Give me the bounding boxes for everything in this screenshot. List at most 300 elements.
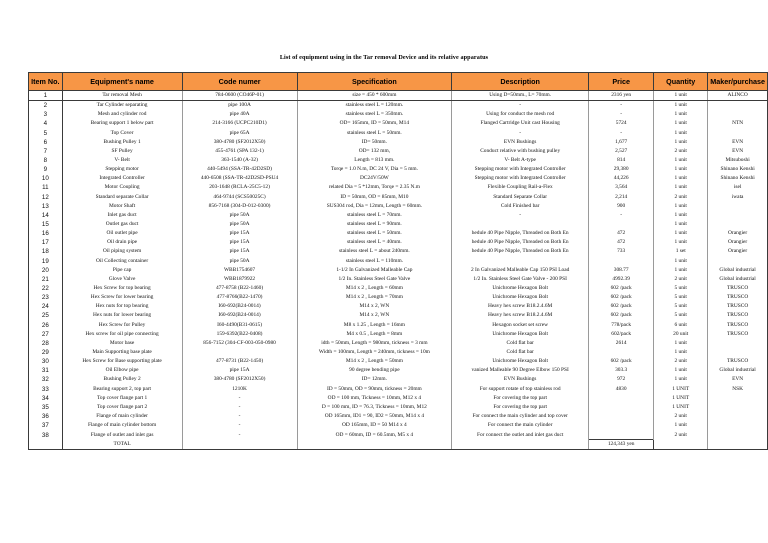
cell-equipment-name[interactable]: Glove Valve [62,275,182,284]
cell-item-no[interactable]: 26 [29,321,63,330]
cell-specification[interactable]: 90 degree bending pipe [297,366,452,375]
cell-equipment-name[interactable]: Mesh and cylinder rod [62,110,182,119]
cell-description[interactable]: Heavy hex screw B18.2.4.6M [452,302,589,311]
cell-equipment-name[interactable]: Flange of outlet and inlet gas [62,430,182,440]
cell-code-number[interactable]: pipe 15A [182,229,297,238]
cell-specification[interactable]: stainless steel L = 40mm. [297,238,452,247]
cell-item-no[interactable]: 32 [29,375,63,384]
cell-price[interactable]: 733 [589,247,654,256]
cell-item-no[interactable]: 15 [29,220,63,229]
cell-code-number[interactable]: pipe 65A [182,129,297,138]
cell-description[interactable]: Hexagon socket set screw [452,321,589,330]
cell-description[interactable]: Cold flat bar [452,339,589,348]
cell-specification[interactable]: ID = 50mm, OD = 85mm, M10 [297,193,452,202]
header-price[interactable]: Price [589,73,654,91]
cell-quantity[interactable]: 1 unit [654,101,708,111]
cell-maker[interactable]: TRUSCO [708,321,768,330]
total-price[interactable]: 124,343 yen [589,440,654,450]
cell-code-number[interactable]: 477-8758 (B22-1460) [182,284,297,293]
cell-maker[interactable] [708,339,768,348]
cell-item-no[interactable]: 36 [29,412,63,421]
cell-equipment-name[interactable]: Motor base [62,339,182,348]
cell-quantity[interactable]: 1 unit [654,375,708,384]
cell-specification[interactable]: stainless steel L = 50mm. [297,229,452,238]
cell-description[interactable]: For connect the outlet and inlet gas duct [452,430,589,440]
cell-quantity[interactable]: 5 unit [654,293,708,302]
cell-maker[interactable]: EVN [708,138,768,147]
cell-specification[interactable]: OD= 165mm, ID = 50mm, M14 [297,119,452,128]
cell-code-number[interactable]: - [182,412,297,421]
cell-price[interactable] [589,220,654,229]
cell-price[interactable]: 4992.39 [589,275,654,284]
cell-description[interactable]: vanized Malleable 90 Degree Elbow 150 PSI [452,366,589,375]
cell-equipment-name[interactable]: Flange of main cylinder [62,412,182,421]
cell-description[interactable]: Using D=50mm., L= 70mm. [452,91,589,101]
cell-code-number[interactable]: 477-8766(B22-1470) [182,293,297,302]
cell-description[interactable]: Unichrome Hexagon Bolt [452,357,589,366]
header-maker[interactable]: Maker/purchase [708,73,768,91]
cell-item-no[interactable]: 13 [29,202,63,211]
cell-item-no[interactable]: 38 [29,430,63,440]
cell-specification[interactable]: M14 x 2, WN [297,302,452,311]
cell-quantity[interactable]: 2 unit [654,193,708,202]
cell-code-number[interactable]: pipe 40A [182,110,297,119]
cell-code-number[interactable]: pipe 15A [182,366,297,375]
cell-equipment-name[interactable]: Bearing support 1 below part [62,119,182,128]
cell-price[interactable] [589,257,654,266]
cell-quantity[interactable]: 1 UNIT [654,403,708,412]
cell-item-no[interactable]: 30 [29,357,63,366]
cell-specification[interactable]: M14 x 2 , Length = 60mm [297,284,452,293]
cell-code-number[interactable]: 455-4761 (SPA 132-1) [182,147,297,156]
cell-item-no[interactable]: 14 [29,211,63,220]
cell-item-no[interactable]: 18 [29,247,63,256]
cell-price[interactable] [589,421,654,430]
cell-specification[interactable]: Length = 813 mm. [297,156,452,165]
cell-maker[interactable]: NTN [708,119,768,128]
cell-price[interactable]: 29,380 [589,165,654,174]
cell-quantity[interactable]: 1 unit [654,138,708,147]
cell-price[interactable]: 778/pack [589,321,654,330]
cell-description[interactable]: - [452,211,589,220]
cell-maker[interactable]: ALINCO [708,91,768,101]
cell-quantity[interactable]: 1 unit [654,156,708,165]
cell-item-no[interactable]: 1 [29,91,63,101]
cell-maker[interactable]: TRUSCO [708,302,768,311]
cell-equipment-name[interactable]: Tar Cylinder separating [62,101,182,111]
cell-price[interactable]: 814 [589,156,654,165]
header-description[interactable]: Description [452,73,589,91]
cell-item-no[interactable]: 9 [29,165,63,174]
cell-quantity[interactable]: 1 unit [654,129,708,138]
cell-quantity[interactable]: 1 UNIT [654,385,708,394]
cell-quantity[interactable]: 1 unit [654,119,708,128]
cell-item-no[interactable]: 23 [29,293,63,302]
header-code-number[interactable]: Code numer [182,73,297,91]
cell-item-no[interactable]: 31 [29,366,63,375]
cell-quantity[interactable]: 2 unit [654,430,708,440]
cell-description[interactable]: Standard Separate Collar [452,193,589,202]
cell-description[interactable]: hedule 40 Pipe Nipple, Threaded on Both En [452,229,589,238]
cell-code-number[interactable]: 464-9744 (SCS50025C) [182,193,297,202]
cell-specification[interactable]: OD 165mm, ID = 50 M14 x 4 [297,421,452,430]
cell-quantity[interactable]: 1 unit [654,211,708,220]
cell-maker[interactable]: EVN [708,147,768,156]
cell-code-number[interactable]: - [182,403,297,412]
cell-specification[interactable]: Width = 100mm, Length = 240mm, tickness = 10m [297,348,452,357]
cell-quantity[interactable]: 1 unit [654,238,708,247]
header-item-no[interactable]: Item No. [29,73,63,91]
cell-description[interactable] [452,257,589,266]
cell-item-no[interactable]: 19 [29,257,63,266]
cell-price[interactable]: 4830 [589,385,654,394]
cell-item-no[interactable]: 22 [29,284,63,293]
cell-quantity[interactable]: 5 unit [654,284,708,293]
cell-price[interactable]: 602/pack [589,330,654,339]
cell-maker[interactable] [708,202,768,211]
cell-price[interactable] [589,394,654,403]
cell-specification[interactable]: related Dia = 5 *12mm, Torqe = 2.35 N.m [297,183,452,192]
cell-item-no[interactable]: 21 [29,275,63,284]
cell-quantity[interactable]: 1 unit [654,266,708,275]
cell-equipment-name[interactable]: Outlet gas duct [62,220,182,229]
cell-item-no[interactable]: 8 [29,156,63,165]
cell-maker[interactable]: Mitsuboshi [708,156,768,165]
cell-maker[interactable]: isel [708,183,768,192]
cell-quantity[interactable]: 5 unit [654,302,708,311]
cell-description[interactable]: For covering the top part [452,394,589,403]
cell-description[interactable]: Unichrome Hexagon Bolt [452,330,589,339]
cell-specification[interactable]: size = 450 * 600mm [297,91,452,101]
cell-maker[interactable]: iwata [708,193,768,202]
cell-quantity[interactable]: 1 unit [654,421,708,430]
cell-price[interactable]: 2,527 [589,147,654,156]
cell-maker[interactable] [708,430,768,440]
cell-equipment-name[interactable]: Hex nuts for lower bearing [62,311,182,320]
cell-specification[interactable]: D = 100 mm, ID = 76.3, Tickness = 10mm, M12 [297,403,452,412]
cell-specification[interactable]: Torqe = 1.0 N.m, DC 24 V, Dia = 5 mm. [297,165,452,174]
cell-specification[interactable]: stainless steel L = 70mm. [297,211,452,220]
cell-equipment-name[interactable]: Stepping motor [62,165,182,174]
cell-code-number[interactable]: I60-692(B24-0014) [182,311,297,320]
cell-code-number[interactable]: 214-3166 (UCPC210D1) [182,119,297,128]
cell-equipment-name[interactable]: V- Belt [62,156,182,165]
cell-item-no[interactable]: 29 [29,348,63,357]
cell-specification[interactable]: idth = 50mm, Length = 980mm, tickness = 3 mm [297,339,452,348]
cell-quantity[interactable]: 20 unit [654,330,708,339]
cell-equipment-name[interactable]: Top Cover [62,129,182,138]
cell-quantity[interactable]: 2 unit [654,275,708,284]
cell-description[interactable]: Cold flat bar [452,348,589,357]
cell-code-number[interactable]: - [182,394,297,403]
cell-maker[interactable]: Global industrial [708,275,768,284]
cell-item-no[interactable]: 33 [29,385,63,394]
cell-specification[interactable]: stainless steel L = 50mm. [297,129,452,138]
cell-equipment-name[interactable]: Oil Collecting container [62,257,182,266]
cell-item-no[interactable]: 16 [29,229,63,238]
cell-code-number[interactable]: 380-4780 (SF2012X50) [182,138,297,147]
cell-specification[interactable]: M14 x 2 , Length = 70mm [297,293,452,302]
cell-quantity[interactable]: 1 unit [654,165,708,174]
cell-specification[interactable]: M14 x 2, WN [297,311,452,320]
cell-maker[interactable] [708,403,768,412]
cell-equipment-name[interactable]: Standard separate Collar [62,193,182,202]
cell-price[interactable] [589,412,654,421]
cell-description[interactable]: 1/2 In. Stainless Steel Gate Valve - 200 PSI [452,275,589,284]
cell-price[interactable] [589,430,654,440]
cell-description[interactable]: Heavy hex screw B18.2.4.6M [452,311,589,320]
cell-specification[interactable]: OD = 100 mm, Tickness = 10mm, M12 x 4 [297,394,452,403]
cell-code-number[interactable]: 380-4780 (SF2012X50) [182,375,297,384]
cell-quantity[interactable]: 1 unit [654,202,708,211]
cell-description[interactable]: 2 In Galvanized Malleable Cap 150 PSI Load [452,266,589,275]
cell-item-no[interactable]: 17 [29,238,63,247]
cell-code-number[interactable]: WBB1879922 [182,275,297,284]
cell-price[interactable]: 472 [589,229,654,238]
cell-description[interactable]: hedule 40 Pipe Nipple, Threaded on Both En [452,238,589,247]
cell-price[interactable]: - [589,211,654,220]
cell-quantity[interactable]: 1 UNIT [654,394,708,403]
header-equipment-name[interactable]: Equipment's name [62,73,182,91]
cell-maker[interactable] [708,220,768,229]
cell-maker[interactable]: Orangier [708,229,768,238]
cell-maker[interactable] [708,129,768,138]
cell-specification[interactable]: OD= 132 mm, [297,147,452,156]
cell-code-number[interactable]: 203-1648 (RCLA-25C5-12) [182,183,297,192]
cell-description[interactable]: For covering the top part [452,403,589,412]
cell-description[interactable]: For connect the main cylinder and top cover [452,412,589,421]
cell-maker[interactable]: Orangier [708,238,768,247]
cell-maker[interactable] [708,412,768,421]
cell-equipment-name[interactable]: Hex nuts for top bearing [62,302,182,311]
header-specification[interactable]: Specification [297,73,452,91]
cell-price[interactable]: 900 [589,202,654,211]
cell-equipment-name[interactable]: Inlet gas duct [62,211,182,220]
cell-specification[interactable]: stainless steel L = 350mm. [297,110,452,119]
cell-description[interactable]: Unichrome Hexagon Bolt [452,284,589,293]
cell-price[interactable]: 308.77 [589,266,654,275]
cell-equipment-name[interactable]: Pipe cap [62,266,182,275]
cell-description[interactable]: Flexible Coupling Rail-a-Flex [452,183,589,192]
cell-quantity[interactable]: 1 unit [654,110,708,119]
cell-price[interactable]: 602 /pack [589,293,654,302]
cell-quantity[interactable]: 1 unit [654,257,708,266]
cell-equipment-name[interactable]: Hex Screw for Base supporting plate [62,357,182,366]
cell-description[interactable]: - [452,101,589,111]
cell-equipment-name[interactable]: Flange of main cylinder bottom [62,421,182,430]
cell-price[interactable]: 44,226 [589,174,654,183]
cell-equipment-name[interactable]: Bearing support 2, top part [62,385,182,394]
cell-specification[interactable]: stainless steel L = 120mm. [297,101,452,111]
cell-description[interactable]: V- Belt A-type [452,156,589,165]
cell-description[interactable]: Cold Finished bar [452,202,589,211]
cell-equipment-name[interactable]: Oil piping system [62,247,182,256]
cell-price[interactable]: 3,564 [589,183,654,192]
cell-description[interactable]: For support rotate of top stainless rod [452,385,589,394]
cell-specification[interactable]: 1-1/2 In Galvanized Malleable Cap [297,266,452,275]
cell-maker[interactable]: Orangier [708,247,768,256]
cell-code-number[interactable]: - [182,421,297,430]
cell-maker[interactable]: Global industrial [708,366,768,375]
cell-equipment-name[interactable]: Integrated Controller [62,174,182,183]
cell-code-number[interactable] [182,348,297,357]
cell-quantity[interactable]: 1 unit [654,183,708,192]
cell-specification[interactable]: M8 x 1.25 , Length = 16mm [297,321,452,330]
cell-description[interactable]: Unichrome Hexagon Bolt [452,293,589,302]
cell-quantity[interactable]: 1 unit [654,91,708,101]
cell-price[interactable] [589,348,654,357]
cell-code-number[interactable]: 440-5494 (SSA-TR-42D2SD) [182,165,297,174]
cell-code-number[interactable]: I60-4490(B31-0615) [182,321,297,330]
header-quantity[interactable]: Quantity [654,73,708,91]
cell-specification[interactable]: 1/2 In. Stainless Steel Gate Valve [297,275,452,284]
cell-equipment-name[interactable]: Motor Coupling [62,183,182,192]
cell-maker[interactable] [708,110,768,119]
cell-specification[interactable]: ID= 12mm. [297,375,452,384]
cell-item-no[interactable]: 4 [29,119,63,128]
cell-price[interactable]: 2614 [589,339,654,348]
cell-maker[interactable] [708,348,768,357]
cell-code-number[interactable]: 477-8731 (B22-1450) [182,357,297,366]
cell-specification[interactable]: M4 x 0.5 , Length = 8mm [297,330,452,339]
cell-description[interactable]: For connect the main cylinder [452,421,589,430]
cell-code-number[interactable]: pipe 50A [182,257,297,266]
cell-code-number[interactable]: 363-1540 (A-32) [182,156,297,165]
cell-maker[interactable]: NSK [708,385,768,394]
cell-maker[interactable]: TRUSCO [708,311,768,320]
cell-code-number[interactable]: WBB1754607 [182,266,297,275]
cell-item-no[interactable]: 27 [29,330,63,339]
cell-quantity[interactable]: 2 unit [654,412,708,421]
cell-price[interactable] [589,403,654,412]
cell-equipment-name[interactable]: Top cover flange part 1 [62,394,182,403]
cell-description[interactable]: hedule 40 Pipe Nipple, Threaded on Both En [452,247,589,256]
cell-equipment-name[interactable]: Bushing Pulley 2 [62,375,182,384]
cell-equipment-name[interactable]: Oil Elbow pipe [62,366,182,375]
cell-item-no[interactable]: 25 [29,311,63,320]
cell-maker[interactable]: Shinano Kenshi [708,174,768,183]
cell-maker[interactable] [708,211,768,220]
cell-equipment-name[interactable]: Main Supporting base plate [62,348,182,357]
cell-code-number[interactable]: 856-7152 (304-CF-003-050-0980 [182,339,297,348]
cell-price[interactable]: 602 /pack [589,284,654,293]
cell-item-no[interactable]: 12 [29,193,63,202]
cell-maker[interactable]: EVN [708,375,768,384]
cell-code-number[interactable]: pipe 100A [182,101,297,111]
cell-item-no[interactable]: 34 [29,394,63,403]
cell-description[interactable]: Stepping motor with Integrated Controller [452,174,589,183]
cell-code-number[interactable]: pipe 15A [182,247,297,256]
cell-equipment-name[interactable]: Tar removal Mesh [62,91,182,101]
cell-code-number[interactable]: 856-7168 (304-D-012-0300) [182,202,297,211]
cell-code-number[interactable]: I60-692(B24-0014) [182,302,297,311]
cell-description[interactable]: - [452,129,589,138]
cell-code-number[interactable]: pipe 15A [182,238,297,247]
cell-quantity[interactable]: 1 unit [654,229,708,238]
cell-quantity[interactable]: 1 set [654,247,708,256]
cell-price[interactable]: 602 /pack [589,302,654,311]
cell-quantity[interactable]: 5 unit [654,311,708,320]
cell-equipment-name[interactable]: Hex screw for oil pipe connecting [62,330,182,339]
cell-price[interactable]: 303.3 [589,366,654,375]
cell-equipment-name[interactable]: Oil drain pipe [62,238,182,247]
cell-description[interactable]: Flanged Cartridge Unit cast Housing [452,119,589,128]
cell-equipment-name[interactable]: Oil outlet pipe [62,229,182,238]
cell-code-number[interactable]: pipe 50A [182,220,297,229]
cell-description[interactable]: Using for conduct the mesh rod [452,110,589,119]
cell-specification[interactable]: stainless steel L = 90mm. [297,220,452,229]
cell-price[interactable]: 472 [589,238,654,247]
cell-description[interactable]: Conduct relative with bushing pulley [452,147,589,156]
cell-price[interactable]: - [589,129,654,138]
cell-equipment-name[interactable]: Hex Screw for Pulley [62,321,182,330]
cell-price[interactable]: 5724 [589,119,654,128]
cell-quantity[interactable]: 2 unit [654,357,708,366]
cell-price[interactable]: - [589,101,654,111]
cell-maker[interactable]: Global industrial [708,266,768,275]
cell-description[interactable]: EVN Bushings [452,138,589,147]
cell-item-no[interactable]: 2 [29,101,63,111]
cell-maker[interactable] [708,421,768,430]
cell-item-no[interactable]: 35 [29,403,63,412]
cell-equipment-name[interactable]: Top cover flange part 2 [62,403,182,412]
cell-code-number[interactable]: 440-6508 (SSA-TR-42D2SD-PSU4 [182,174,297,183]
cell-equipment-name[interactable]: Motor Shaft [62,202,182,211]
cell-code-number[interactable]: pipe 50A [182,211,297,220]
cell-description[interactable]: EVN Bushings [452,375,589,384]
cell-maker[interactable] [708,101,768,111]
cell-price[interactable]: 602 /pack [589,357,654,366]
cell-quantity[interactable]: 1 unit [654,339,708,348]
cell-equipment-name[interactable]: SF Pulley [62,147,182,156]
cell-item-no[interactable]: 37 [29,421,63,430]
cell-specification[interactable]: stainless steel L = about 240mm. [297,247,452,256]
cell-quantity[interactable]: 2 unit [654,147,708,156]
cell-item-no[interactable]: 11 [29,183,63,192]
cell-quantity[interactable]: 1 unit [654,174,708,183]
cell-specification[interactable]: OD = 60mm, ID = 60.5mm, M5 x 4 [297,430,452,440]
cell-maker[interactable]: TRUSCO [708,293,768,302]
cell-description[interactable]: Stepping motor with Integrated Controller [452,165,589,174]
cell-item-no[interactable]: 7 [29,147,63,156]
cell-item-no[interactable]: 6 [29,138,63,147]
cell-quantity[interactable]: 1 unit [654,348,708,357]
cell-price[interactable]: 2316 yen [589,91,654,101]
cell-price[interactable]: 972 [589,375,654,384]
cell-code-number[interactable]: 784-0600 (CO46P-01) [182,91,297,101]
cell-equipment-name[interactable]: Bushing Pulley 1 [62,138,182,147]
cell-maker[interactable]: TRUSCO [708,357,768,366]
cell-specification[interactable]: SUS304 rod, Dia = 12mm, Length = 60mm. [297,202,452,211]
cell-maker[interactable] [708,257,768,266]
cell-item-no[interactable]: 20 [29,266,63,275]
cell-description[interactable] [452,220,589,229]
cell-item-no[interactable]: 5 [29,129,63,138]
cell-specification[interactable]: stainless steel L = 110mm. [297,257,452,266]
cell-price[interactable]: 1,677 [589,138,654,147]
cell-maker[interactable] [708,394,768,403]
cell-specification[interactable]: OD 165mm, ID1 = 90, ID2 = 50mm, M14 x 4 [297,412,452,421]
cell-quantity[interactable]: 1 unit [654,366,708,375]
cell-item-no[interactable]: 28 [29,339,63,348]
cell-specification[interactable]: ID= 50mm. [297,138,452,147]
cell-quantity[interactable]: 6 unit [654,321,708,330]
cell-maker[interactable]: TRUSCO [708,284,768,293]
cell-code-number[interactable]: 159-6392(B22-0408) [182,330,297,339]
cell-equipment-name[interactable]: Hex Screw for top bearing [62,284,182,293]
cell-equipment-name[interactable]: Hex Screw for lower bearing [62,293,182,302]
cell-specification[interactable]: DC24V/50W [297,174,452,183]
